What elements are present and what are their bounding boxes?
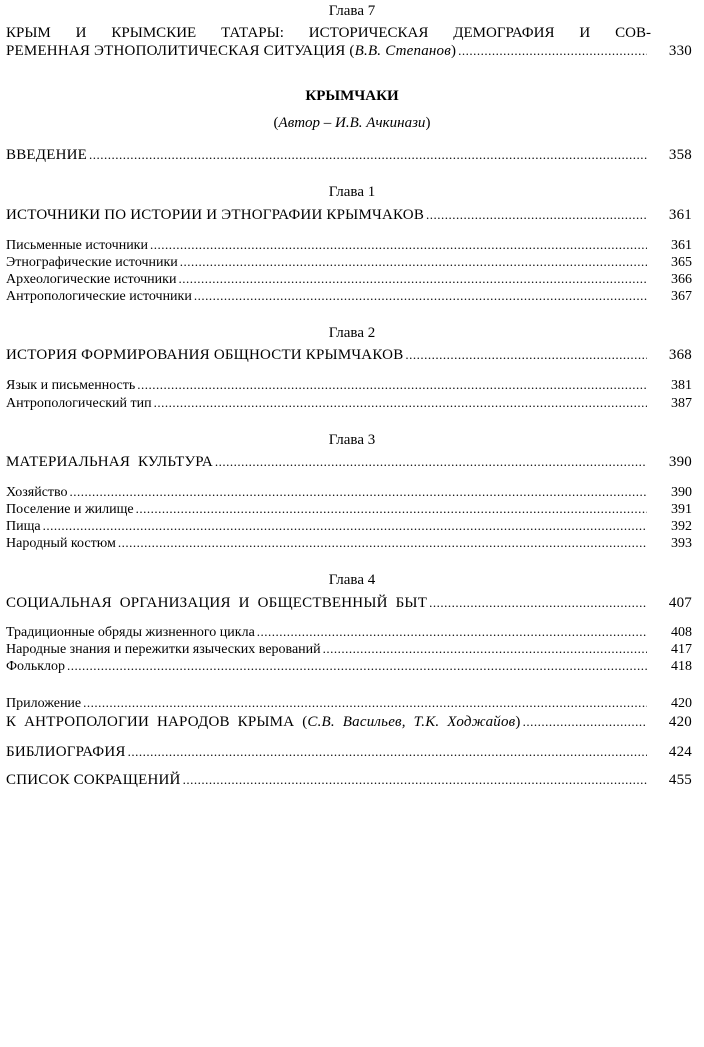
leader-dots (150, 237, 647, 253)
toc-subentry (6, 254, 692, 271)
subentry-page: 390 (671, 485, 692, 500)
chapter-7-title-text: РЕМЕННАЯ ЭТНОПОЛИТИЧЕСКАЯ СИТУАЦИЯ ( (6, 43, 355, 59)
leader-dots (89, 147, 647, 163)
toc-subentry (6, 271, 692, 288)
toc-subentry (6, 624, 692, 641)
chapter-3-title: МАТЕРИАЛЬНАЯ КУЛЬТУРА (6, 454, 213, 470)
toc-entry-abbreviations (6, 772, 692, 789)
appendix-page: 420 (671, 696, 692, 711)
leader-dots (137, 377, 647, 393)
part-author-name: Автор – И.В. Ачкинази (278, 115, 426, 131)
subentry-page: 387 (671, 396, 692, 411)
leader-dots (183, 772, 647, 788)
appendix-label: Приложение (6, 696, 82, 711)
leader-dots (180, 254, 647, 270)
leader-dots (458, 43, 647, 59)
toc-subentry (6, 377, 692, 394)
chapter-4-heading: Глава 4 (328, 572, 376, 588)
subentry-label: Поселение и жилище (6, 502, 134, 517)
anthro-authors: С.В. Васильев, Т.К. Ходжайов (307, 714, 516, 730)
chapter-7-title-line2 (6, 43, 692, 60)
anthro-close: ) (515, 714, 521, 730)
toc-subentry (6, 395, 692, 412)
part-author (0, 115, 704, 132)
subentry-page: 393 (671, 536, 692, 551)
toc-entry-chapter-2 (6, 347, 692, 364)
subentry-page: 418 (671, 659, 692, 674)
part-author-close: ) (425, 115, 431, 131)
leader-dots (128, 744, 647, 760)
subentry-label: Антропологические источники (6, 289, 192, 304)
intro-page: 358 (668, 147, 692, 163)
subentry-page: 408 (671, 625, 692, 640)
leader-dots (215, 454, 647, 470)
leader-dots (426, 207, 647, 223)
abbrev-label: СПИСОК СОКРАЩЕНИЙ (6, 772, 181, 788)
chapter-2-heading: Глава 2 (328, 325, 376, 341)
toc-subentry (6, 237, 692, 254)
chapter-3-page: 390 (668, 454, 692, 470)
part-title: КРЫМЧАКИ (305, 88, 399, 104)
toc-subentry (6, 288, 692, 305)
toc-entry-anthropology (6, 714, 692, 731)
biblio-label: БИБЛИОГРАФИЯ (6, 744, 126, 760)
subentry-label: Пища (6, 519, 41, 534)
subentry-page: 381 (671, 378, 692, 393)
toc-entry-intro (6, 147, 692, 164)
subentry-page: 361 (671, 238, 692, 253)
toc-subentry (6, 484, 692, 501)
subentry-page: 366 (671, 272, 692, 287)
leader-dots (136, 501, 647, 517)
toc-subentry (6, 501, 692, 518)
anthro-label: К АНТРОПОЛОГИИ НАРОДОВ КРЫМА ( (6, 714, 308, 730)
toc-entry-bibliography (6, 744, 692, 761)
chapter-1-page: 361 (668, 207, 692, 223)
biblio-page: 424 (668, 744, 692, 760)
toc-subentry (6, 535, 692, 552)
leader-dots (405, 347, 647, 363)
subentry-page: 367 (671, 289, 692, 304)
toc-entry-chapter-1 (6, 207, 692, 224)
chapter-7-author: В.В. Степанов (354, 43, 451, 59)
subentry-page: 417 (671, 642, 692, 657)
subentry-label: Хозяйство (6, 485, 68, 500)
chapter-1-title: ИСТОЧНИКИ ПО ИСТОРИИ И ЭТНОГРАФИИ КРЫМЧАКОВ (6, 207, 425, 223)
subentry-label: Письменные источники (6, 238, 148, 253)
subentry-label: Антропологический тип (6, 396, 152, 411)
chapter-7-close: ) (450, 43, 457, 59)
subentry-label: Фольклор (6, 659, 66, 674)
abbrev-page: 455 (668, 772, 692, 788)
subentry-page: 392 (671, 519, 692, 534)
subentry-label: Народный костюм (6, 536, 116, 551)
subentry-label: Археологические источники (6, 272, 177, 287)
leader-dots (323, 641, 647, 657)
chapter-2-title: ИСТОРИЯ ФОРМИРОВАНИЯ ОБЩНОСТИ КРЫМЧАКОВ (6, 347, 404, 363)
chapter-7-heading: Глава 7 (328, 3, 376, 19)
leader-dots (194, 288, 647, 304)
leader-dots (257, 624, 647, 640)
chapter-7-title-line1: КРЫМ И КРЫМСКИЕ ТАТАРЫ: ИСТОРИЧЕСКАЯ ДЕМОГРАФИЯ И СОВ- (6, 25, 651, 41)
chapter-1-heading: Глава 1 (328, 184, 376, 200)
intro-label: ВВЕДЕНИЕ (6, 147, 87, 163)
leader-dots (43, 518, 647, 534)
toc-entry-chapter-4 (6, 595, 692, 612)
leader-dots (523, 714, 647, 730)
anthro-page: 420 (668, 714, 692, 730)
toc-subentry (6, 658, 692, 675)
chapter-4-title: СОЦИАЛЬНАЯ ОРГАНИЗАЦИЯ И ОБЩЕСТВЕННЫЙ БЫТ (6, 595, 428, 611)
subentry-page: 365 (671, 255, 692, 270)
subentry-label: Этнографические источники (6, 255, 178, 270)
chapter-3-heading: Глава 3 (328, 432, 376, 448)
toc-subentry (6, 518, 692, 535)
part-author-open: ( (273, 115, 279, 131)
chapter-4-page: 407 (668, 595, 692, 611)
subentry-page: 391 (671, 502, 692, 517)
subentry-label: Народные знания и пережитки языческих верований (6, 642, 321, 657)
leader-dots (178, 271, 647, 287)
chapter-7-page: 330 (668, 43, 692, 59)
leader-dots (67, 658, 647, 674)
toc-entry-chapter-3 (6, 454, 692, 471)
leader-dots (70, 484, 647, 500)
leader-dots (429, 595, 647, 611)
leader-dots (83, 695, 647, 711)
chapter-2-page: 368 (668, 347, 692, 363)
leader-dots (118, 535, 647, 551)
subentry-label: Язык и письменность (6, 378, 136, 393)
toc-subentry (6, 641, 692, 658)
toc-entry-appendix (6, 695, 692, 712)
subentry-label: Традиционные обряды жизненного цикла (6, 625, 255, 640)
leader-dots (154, 395, 647, 411)
